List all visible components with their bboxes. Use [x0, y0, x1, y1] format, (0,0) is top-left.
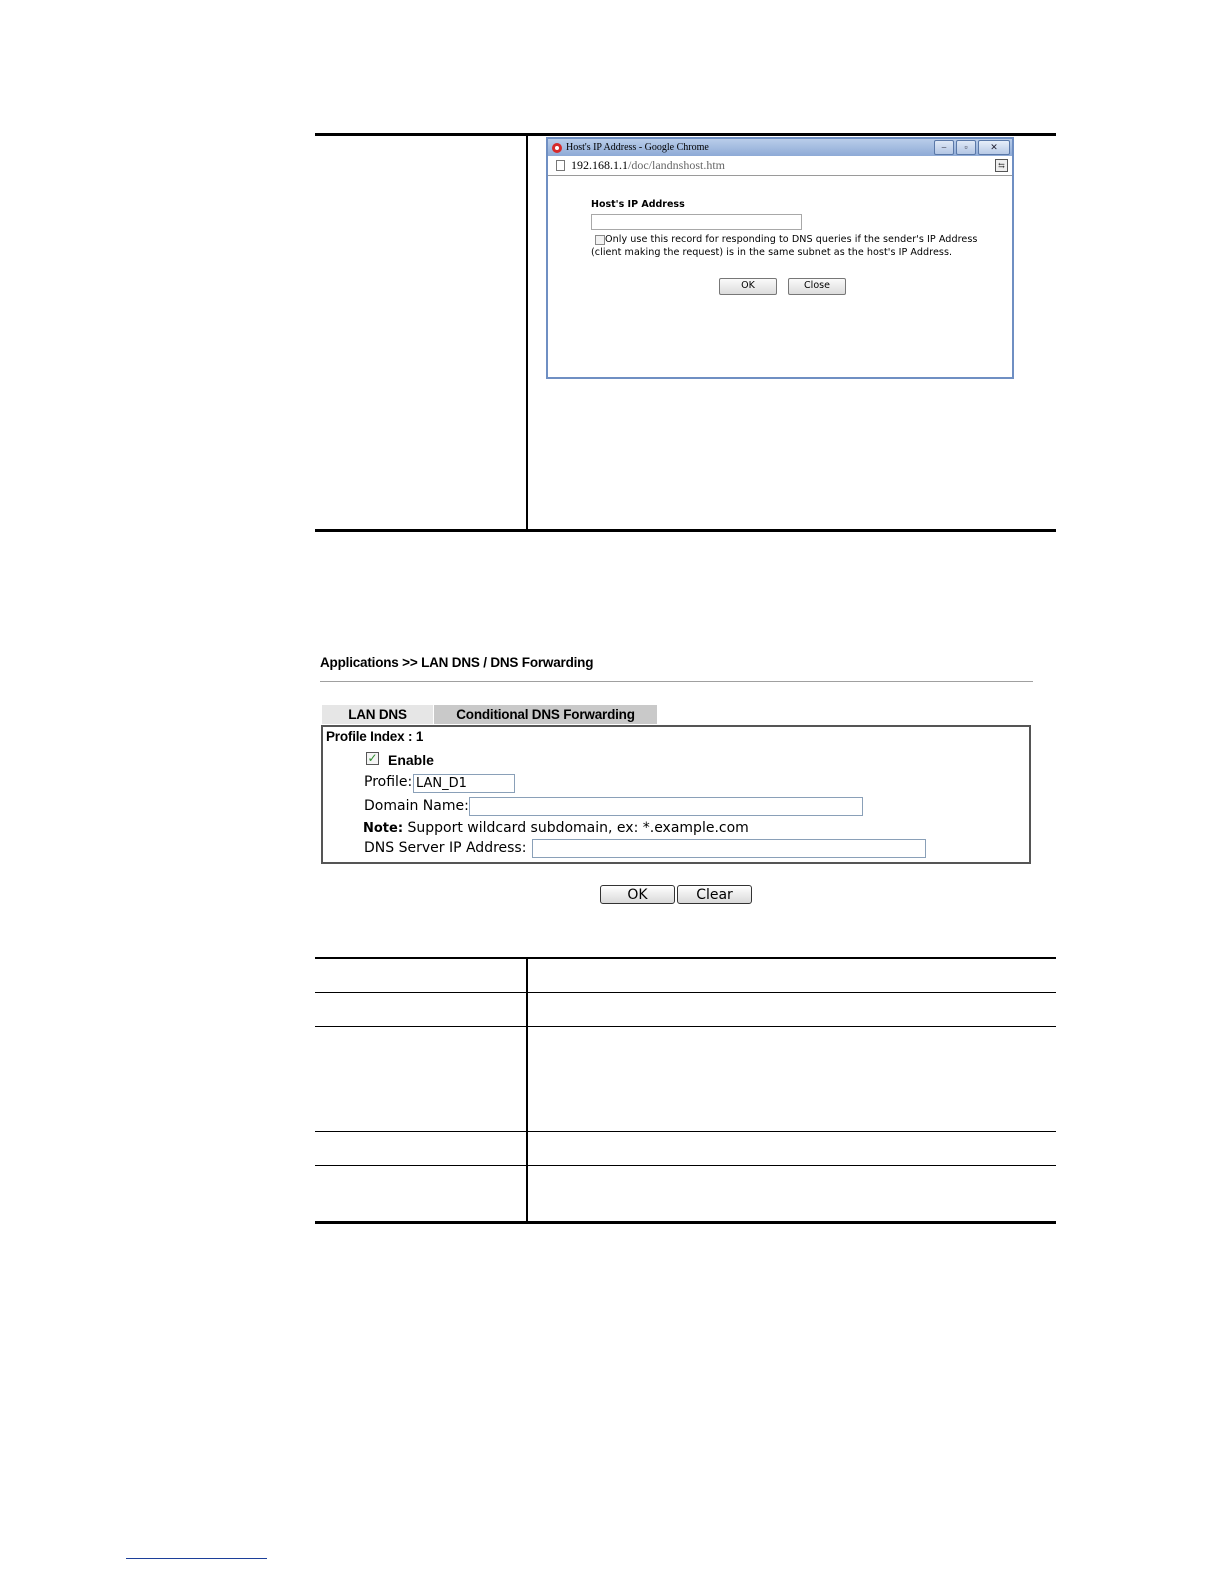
popup-close-button[interactable]: Close — [788, 278, 846, 295]
bottom-table-row-rule-3 — [315, 1131, 1056, 1132]
translate-icon[interactable]: ⇆ — [995, 159, 1008, 172]
note-text: Support wildcard subdomain, ex: *.example.com — [407, 820, 749, 836]
popup-titlebar — [548, 139, 1012, 156]
bottom-table-bottom-rule — [315, 1221, 1056, 1224]
host-ip-label: Host's IP Address — [591, 199, 685, 210]
wildcard-note — [363, 820, 749, 836]
dns-server-ip-label: DNS Server IP Address: — [364, 840, 527, 856]
same-subnet-note-text: Only use this record for responding to DNS queries if the sender's IP Address (client making the request) is in the same subnet as the host's IP Address. — [591, 234, 978, 258]
top-table-bottom-rule — [315, 529, 1056, 532]
page-breadcrumb: Applications >> LAN DNS / DNS Forwarding — [320, 655, 594, 670]
top-table-column-divider — [526, 136, 528, 530]
clear-button[interactable]: Clear — [677, 885, 752, 904]
footer-link-underline — [126, 1558, 267, 1559]
bottom-table-column-divider — [526, 958, 528, 1222]
bottom-table-top-rule — [315, 957, 1056, 959]
profile-index-label: Profile Index : 1 — [326, 729, 424, 744]
bottom-table-row-rule-2 — [315, 1026, 1056, 1027]
tab-lan-dns[interactable]: LAN DNS — [322, 705, 433, 724]
popup-url-bar[interactable] — [548, 156, 1012, 176]
page-icon — [556, 160, 565, 171]
url-host: 192.168.1.1 — [571, 158, 628, 172]
enable-label: Enable — [388, 752, 434, 768]
enable-checkbox[interactable]: ✓ — [367, 751, 378, 765]
tab-conditional-dns-forwarding[interactable]: Conditional DNS Forwarding — [434, 705, 657, 724]
popup-ok-button[interactable]: OK — [719, 278, 777, 295]
host-ip-input[interactable] — [591, 214, 802, 230]
maximize-icon[interactable]: ▫ — [956, 140, 976, 155]
window-controls — [934, 140, 1010, 155]
domain-name-label: Domain Name: — [364, 798, 469, 814]
dns-server-ip-input[interactable] — [532, 839, 926, 858]
chrome-logo-icon — [552, 143, 562, 153]
same-subnet-note — [591, 234, 983, 259]
close-window-icon[interactable]: ✕ — [978, 140, 1010, 155]
title-separator — [320, 681, 1033, 682]
host-ip-popup-window — [546, 137, 1014, 379]
profile-label: Profile: — [364, 774, 413, 790]
minimize-icon[interactable]: – — [934, 140, 954, 155]
ok-button[interactable]: OK — [600, 885, 675, 904]
domain-name-input[interactable] — [469, 797, 863, 816]
bottom-table-row-rule-4 — [315, 1165, 1056, 1166]
top-table-top-rule — [315, 133, 1056, 136]
popup-window-title: Host's IP Address - Google Chrome — [566, 142, 709, 153]
profile-input[interactable]: LAN_D1 — [413, 774, 515, 793]
note-bold-label: Note: — [363, 821, 404, 836]
url-path: /doc/landnshost.htm — [628, 158, 725, 172]
bottom-table-row-rule-1 — [315, 992, 1056, 993]
